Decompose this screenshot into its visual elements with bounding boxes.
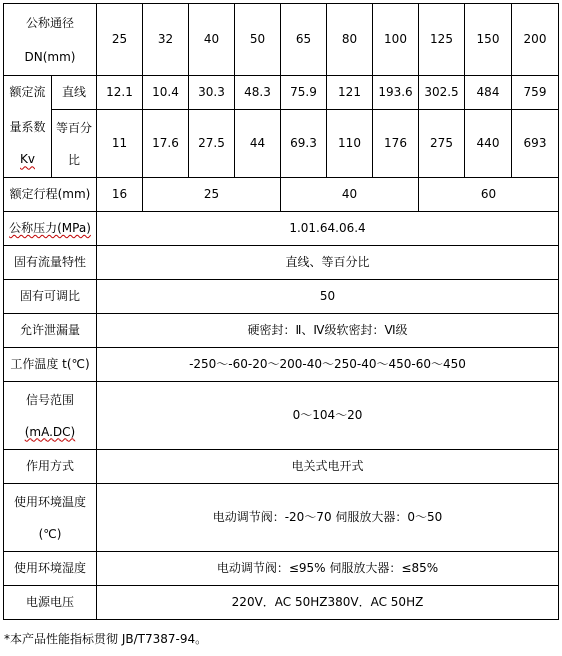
stroke-value: 16: [97, 178, 143, 212]
leakage-label: 允许泄漏量: [4, 314, 97, 348]
stroke-value: 40: [281, 178, 419, 212]
flow-equal-value: 27.5: [189, 110, 235, 178]
dn-value: 25: [97, 4, 143, 76]
flow-linear-label: 直线: [52, 76, 97, 110]
env-humidity-value: 电动调节阀：≤95% 伺服放大器：≤85%: [97, 552, 559, 586]
footnote: *本产品性能指标贯彻 JB/T7387-94。: [4, 632, 208, 646]
dn-label-line1: 公称通径: [25, 15, 74, 30]
flow-equal-value: 69.3: [281, 110, 327, 178]
dn-value: 65: [281, 4, 327, 76]
flow-linear-value: 484: [465, 76, 512, 110]
rangeability-label: 固有可调比: [4, 280, 97, 314]
flow-char-label: 固有流量特性: [4, 246, 97, 280]
flow-equal-value: 275: [419, 110, 465, 178]
flow-linear-value: 75.9: [281, 76, 327, 110]
flow-equal-value: 440: [465, 110, 512, 178]
signal-label-line2: (mA.DC): [24, 424, 76, 439]
env-temp-label-cell: [4, 484, 97, 552]
dn-value: 150: [465, 4, 512, 76]
dn-value: 200: [512, 4, 559, 76]
flow-char-value: 直线、等百分比: [97, 246, 559, 280]
flow-linear-value: 12.1: [97, 76, 143, 110]
stroke-value: 60: [419, 178, 559, 212]
flow-label-part1: 额定流: [4, 76, 52, 110]
flow-char-row: [4, 246, 559, 280]
env-temp-row: [4, 484, 559, 552]
flow-equal-value: 17.6: [143, 110, 189, 178]
dn-label-cell: [4, 4, 97, 76]
flow-label-part3: Kv: [20, 152, 35, 167]
power-label: 电源电压: [4, 586, 97, 620]
pressure-label: [4, 212, 97, 246]
signal-row: [4, 382, 559, 450]
stroke-label: 额定行程(mm): [4, 178, 97, 212]
flow-linear-value: 193.6: [373, 76, 419, 110]
flow-equal-label-line2: 比: [67, 152, 80, 167]
flow-equal-value: 693: [512, 110, 559, 178]
flow-linear-value: 30.3: [189, 76, 235, 110]
flow-equal-row: [4, 110, 559, 178]
signal-value: 0～104～20: [97, 382, 559, 450]
temp-label: 工作温度 t(℃): [4, 348, 97, 382]
leakage-row: [4, 314, 559, 348]
flow-linear-value: 121: [327, 76, 373, 110]
flow-linear-row: [4, 76, 559, 110]
action-value: 电关式电开式: [97, 450, 559, 484]
rangeability-value: 50: [97, 280, 559, 314]
action-label: 作用方式: [4, 450, 97, 484]
power-row: [4, 586, 559, 620]
dn-value: 125: [419, 4, 465, 76]
rangeability-row: [4, 280, 559, 314]
flow-equal-label-cell: [52, 110, 97, 178]
env-humidity-row: [4, 552, 559, 586]
dn-row: [4, 4, 559, 76]
leakage-value: 硬密封：Ⅱ、Ⅳ级软密封：Ⅵ级: [97, 314, 559, 348]
action-row: [4, 450, 559, 484]
env-temp-label-line1: 使用环境温度: [13, 494, 86, 509]
dn-value: 32: [143, 4, 189, 76]
flow-linear-value: 48.3: [235, 76, 281, 110]
dn-label-line2: DN(mm): [24, 49, 76, 64]
flow-equal-value: 44: [235, 110, 281, 178]
flow-label-part2: 量系数: [9, 120, 46, 135]
signal-label-line1: 信号范围: [25, 392, 74, 407]
dn-value: 40: [189, 4, 235, 76]
temp-row: [4, 348, 559, 382]
dn-value: 50: [235, 4, 281, 76]
pressure-row: [4, 212, 559, 246]
flow-label-cell: [4, 110, 52, 178]
stroke-row: [4, 178, 559, 212]
env-temp-value: 电动调节阀：-20～70 伺服放大器：0～50: [97, 484, 559, 552]
dn-value: 80: [327, 4, 373, 76]
flow-linear-value: 10.4: [143, 76, 189, 110]
stroke-value: 25: [143, 178, 281, 212]
dn-value: 100: [373, 4, 419, 76]
temp-value: -250～-60-20～200-40～250-40～450-60～450: [97, 348, 559, 382]
flow-linear-value: 759: [512, 76, 559, 110]
flow-equal-label-line1: 等百分: [55, 120, 92, 135]
power-value: 220V．AC 50HZ380V．AC 50HZ: [97, 586, 559, 620]
signal-label-cell: [4, 382, 97, 450]
flow-equal-value: 11: [97, 110, 143, 178]
pressure-value: 1.01.64.06.4: [97, 212, 559, 246]
flow-equal-value: 110: [327, 110, 373, 178]
flow-equal-value: 176: [373, 110, 419, 178]
pressure-label-text: 公称压力(MPa): [9, 221, 91, 235]
spec-table: [3, 3, 559, 620]
env-temp-label-line2: (℃): [38, 526, 62, 541]
env-humidity-label: 使用环境湿度: [4, 552, 97, 586]
flow-linear-value: 302.5: [419, 76, 465, 110]
